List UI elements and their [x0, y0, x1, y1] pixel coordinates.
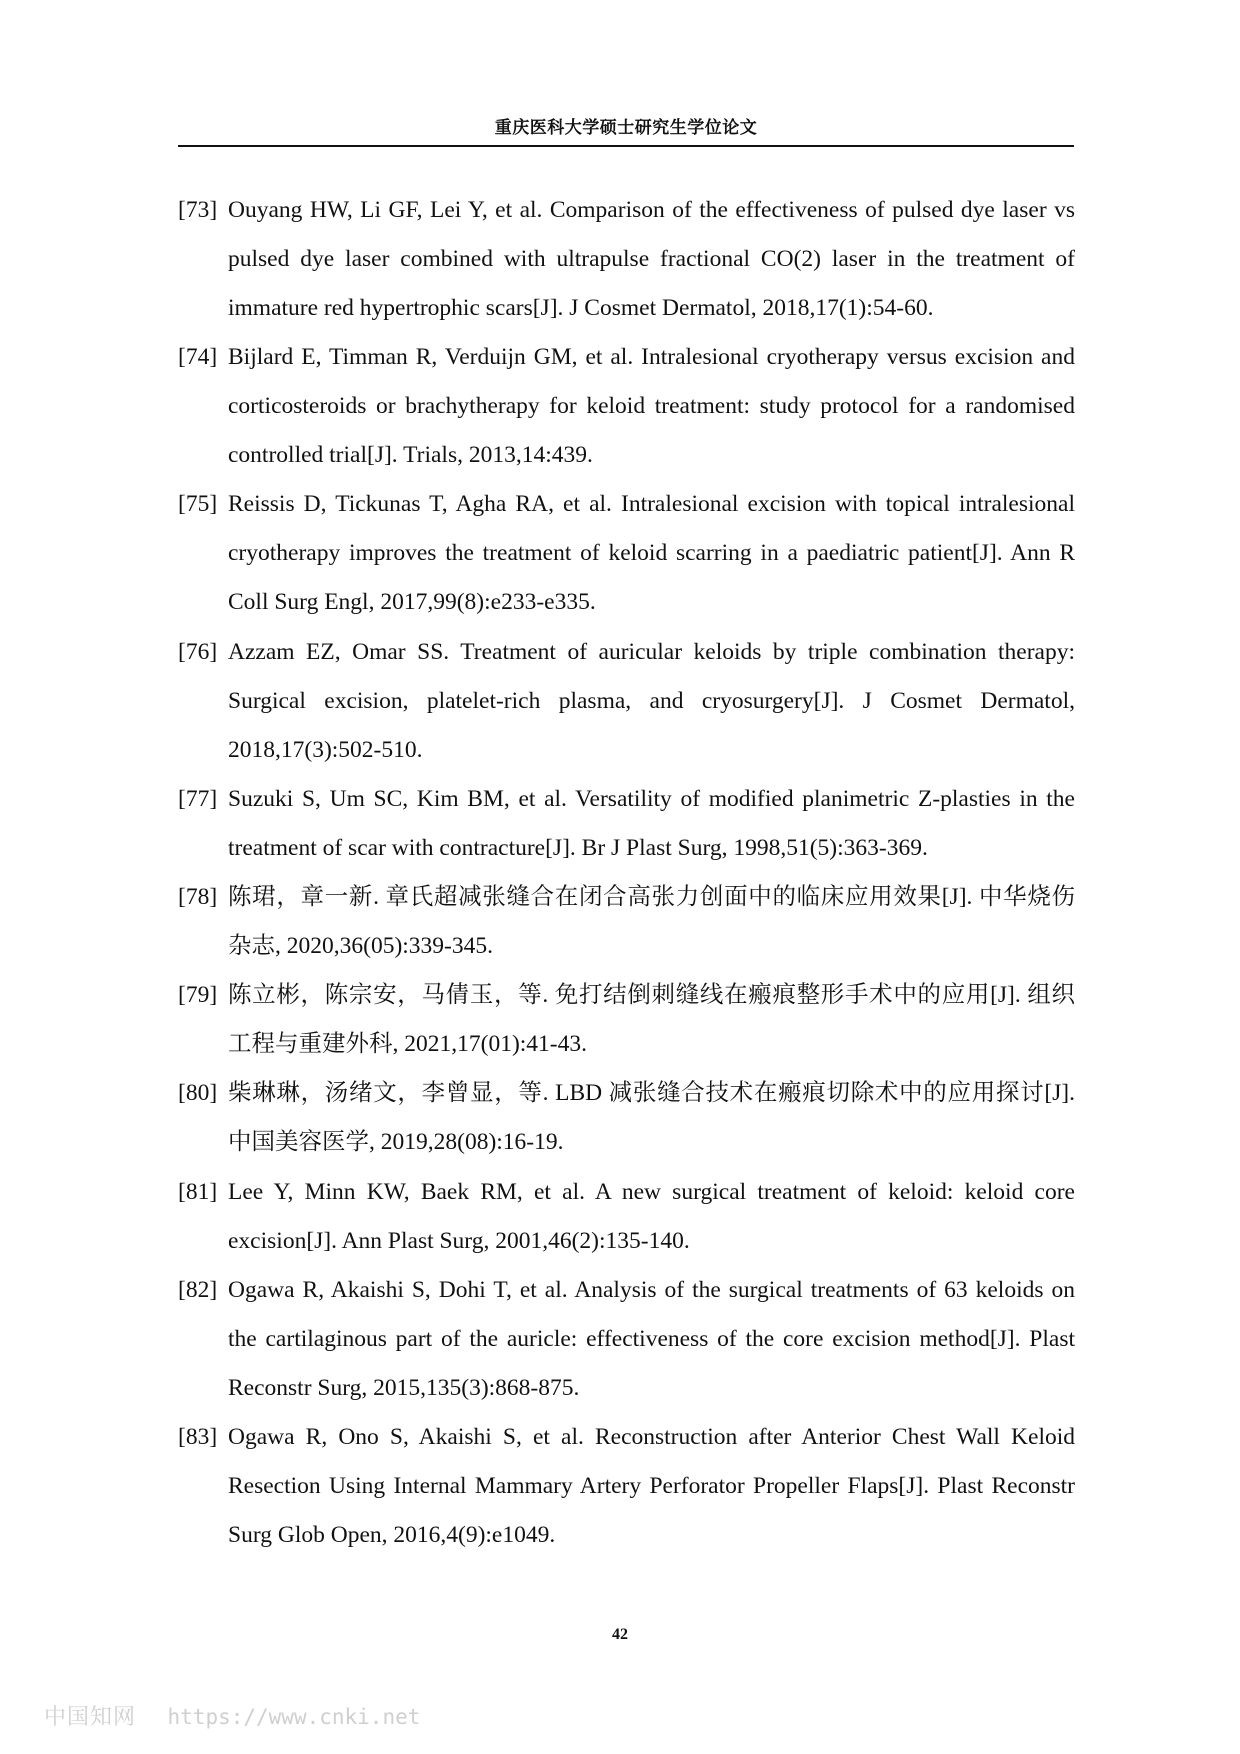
reference-number: [78]	[178, 883, 218, 910]
reference-number: [83]	[178, 1423, 218, 1450]
header-divider	[178, 145, 1074, 147]
reference-text: Lee Y, Minn KW, Baek RM, et al. A new surgical treatment of keloid: keloid core excision[J]. Ann Plast Surg, 2001,46(2):135-140.	[228, 1178, 1075, 1254]
reference-number: [81]	[178, 1178, 218, 1205]
reference-item-75	[178, 480, 1075, 627]
reference-number: [82]	[178, 1276, 218, 1303]
reference-list	[178, 186, 1075, 1560]
reference-item-76	[178, 628, 1075, 775]
reference-item-80	[178, 1069, 1075, 1167]
watermark-url: https://www.cnki.net	[167, 1705, 421, 1729]
reference-item-81	[178, 1168, 1075, 1266]
reference-text: Bijlard E, Timman R, Verduijn GM, et al. Intralesional cryotherapy versus excision and corticosteroids or brachytherapy for keloid treatment: study protocol for a randomised controlled trial[J]. Trials, 2013,14:439.	[228, 344, 1075, 469]
running-header-title: 重庆医科大学硕士研究生学位论文	[494, 118, 758, 138]
reference-text: Ogawa R, Akaishi S, Dohi T, et al. Analysis of the surgical treatments of 63 keloids on the cartilaginous part of the auricle: effectiveness of the core excision method[J]. Plast Reconstr Surg, 2015,135(3):868-875.	[228, 1276, 1075, 1401]
reference-number: [75]	[178, 491, 218, 518]
reference-item-79	[178, 971, 1075, 1069]
reference-item-78	[178, 873, 1075, 971]
reference-number: [76]	[178, 638, 218, 665]
cnki-watermark	[44, 1700, 420, 1731]
reference-number: [74]	[178, 344, 218, 371]
reference-number: [80]	[178, 1080, 218, 1107]
reference-text: 陈立彬，陈宗安，马倩玉，等. 免打结倒刺缝线在瘢痕整形手术中的应用[J]. 组织工程与重建外科, 2021,17(01):41-43.	[228, 982, 1075, 1058]
reference-number: [79]	[178, 982, 218, 1009]
reference-item-83	[178, 1413, 1075, 1560]
reference-text: Ogawa R, Ono S, Akaishi S, et al. Reconstruction after Anterior Chest Wall Keloid Resection Using Internal Mammary Artery Perforator Propeller Flaps[J]. Plast Reconstr Surg Glob Open, 2016,4(9):e1049.	[228, 1423, 1075, 1548]
reference-text: Ouyang HW, Li GF, Lei Y, et al. Comparison of the effectiveness of pulsed dye laser vs pulsed dye laser combined with ultrapulse fractional CO(2) laser in the treatment of immature red hypertrophic scars[J]. J Cosmet Dermatol, 2018,17(1):54-60.	[228, 197, 1075, 321]
reference-text: Suzuki S, Um SC, Kim BM, et al. Versatility of modified planimetric Z-plasties in the treatment of scar with contracture[J]. Br J Plast Surg, 1998,51(5):363-369.	[228, 785, 1075, 861]
reference-text: Reissis D, Tickunas T, Agha RA, et al. Intralesional excision with topical intralesional cryotherapy improves the treatment of keloid scarring in a paediatric patient[J]. Ann R Coll Surg Engl, 2017,99(8):e233-e335.	[228, 491, 1075, 616]
reference-number: [77]	[178, 785, 218, 812]
reference-text: Azzam EZ, Omar SS. Treatment of auricular keloids by triple combination therapy: Surgical excision, platelet-rich plasma, and cryosurgery[J]. J Cosmet Dermatol, 2018,17(3):502-510.	[228, 638, 1075, 763]
reference-text: 陈珺，章一新. 章氏超减张缝合在闭合高张力创面中的临床应用效果[J]. 中华烧伤杂志, 2020,36(05):339-345.	[228, 883, 1075, 959]
reference-number: [73]	[178, 197, 218, 223]
page-number: 42	[612, 1626, 628, 1643]
reference-item-82	[178, 1266, 1075, 1413]
reference-item-77	[178, 775, 1075, 873]
reference-item-74	[178, 333, 1075, 480]
watermark-brand: 中国知网	[44, 1705, 137, 1730]
reference-text: 柴琳琳，汤绪文，李曾显，等. LBD 减张缝合技术在瘢痕切除术中的应用探讨[J]. 中国美容医学, 2019,28(08):16-19.	[228, 1080, 1075, 1156]
reference-item-73	[178, 186, 1075, 333]
